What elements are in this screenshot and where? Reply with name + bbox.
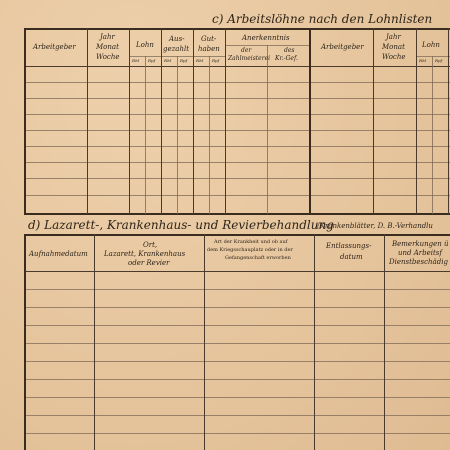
- section-d-title: d) Lazarett-, Krankenhaus- und Revierbehandlung: [28, 218, 334, 232]
- col-lohn: Lohn: [136, 41, 154, 49]
- section-d-title-suffix: (Krankenblätter, D. B.-Verhandlu: [317, 222, 433, 230]
- col-monat: Monat: [96, 43, 119, 51]
- col-lohn-2: Lohn: [422, 41, 440, 49]
- col-woche-2: Woche: [382, 53, 406, 61]
- col-art-2: dem Kriegsschauplatz oder in der: [207, 247, 293, 253]
- unit-rm: RM: [164, 58, 172, 63]
- col-entlassungsdatum-1: Entlassungs-: [326, 242, 372, 250]
- col-bemerkungen-2: und Arbeitsf: [398, 249, 442, 257]
- col-jahr: Jahr: [100, 33, 115, 41]
- col-krgef: Kr.-Gef.: [275, 55, 298, 62]
- col-bemerkungen-1: Bemerkungen ü: [392, 240, 449, 248]
- unit-rpf: Rpf: [212, 58, 220, 63]
- col-ausgezahlt-1: Aus-: [169, 35, 185, 43]
- col-anerkenntnis: Anerkenntnis: [242, 34, 290, 42]
- col-ausgezahlt-2: gezahlt: [163, 45, 190, 53]
- col-art-1: Art der Krankheit und ob auf: [214, 239, 288, 245]
- col-guthaben-1: Gut-: [201, 35, 217, 43]
- col-art-3: Gefangenschaft erworben: [225, 255, 291, 261]
- col-zahlmeisterei: Zahlmeisterei: [228, 55, 271, 62]
- col-ort-2: Lazarett, Krankenhaus: [104, 250, 186, 258]
- col-anerkenntnis-der: der: [241, 47, 252, 54]
- section-c-title: c) Arbeitslöhne nach den Lohnlisten: [212, 12, 433, 26]
- col-jahr-2: Jahr: [386, 33, 401, 41]
- unit-rpf: Rpf: [180, 58, 188, 63]
- col-aufnahmedatum: Aufnahmedatum: [29, 250, 88, 258]
- unit-rpf: Rpf: [148, 58, 156, 63]
- col-woche: Woche: [96, 53, 120, 61]
- col-anerkenntnis-des: des: [284, 47, 295, 54]
- col-guthaben-2: haben: [198, 45, 220, 53]
- col-ort-3: oder Revier: [128, 259, 170, 267]
- unit-rm: RM: [132, 58, 140, 63]
- col-bemerkungen-3: Dienstbeschädig: [389, 258, 448, 266]
- section-d-top-border: [24, 234, 450, 236]
- col-arbeitgeber: Arbeitgeber: [33, 43, 76, 51]
- col-monat-2: Monat: [382, 43, 405, 51]
- col-ort-1: Ort,: [143, 241, 158, 249]
- unit-rm: RM: [419, 58, 427, 63]
- section-d-header-bottom: [24, 271, 450, 272]
- col-entlassungsdatum-2: datum: [340, 253, 363, 261]
- unit-rpf: Rpf: [435, 58, 443, 63]
- unit-rm: RM: [196, 58, 204, 63]
- col-arbeitgeber-2: Arbeitgeber: [321, 43, 364, 51]
